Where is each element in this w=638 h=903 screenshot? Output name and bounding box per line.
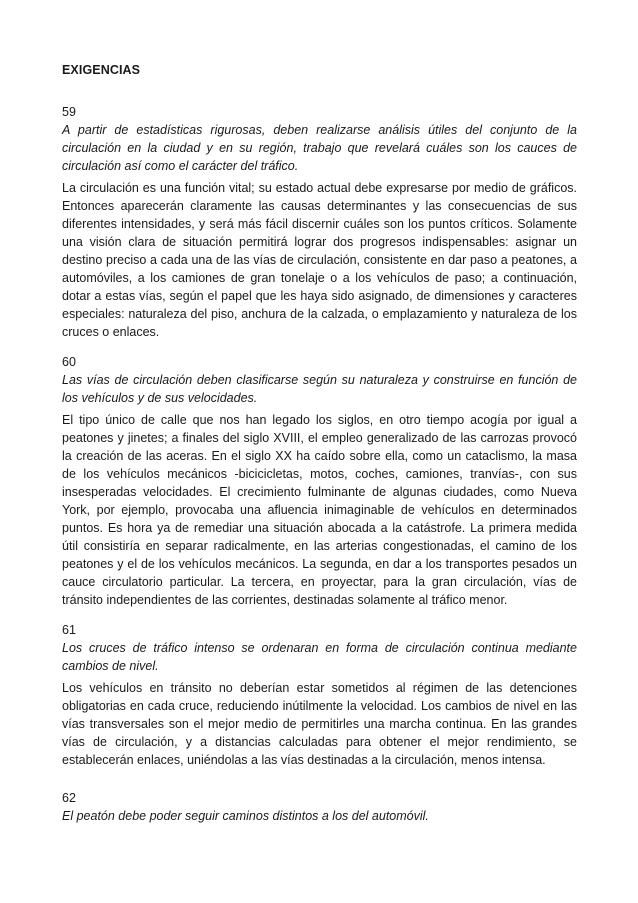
section-body: Los vehículos en tránsito no deberían estar sometidos al régimen de las detenciones obligatorias en cada cruce, reduciendo inútilmente la velocidad. Los cambios de nivel en las vías transversales son el mejor medio de permitirles una marcha continua. En las grandes vías de circulación, y a distancias calculadas para obtener el mejor rendimiento, se establecerán enlaces, uniéndolas a las vías destinadas a la circulación, menos intensa. — [62, 681, 577, 767]
page-heading: EXIGENCIAS — [62, 63, 141, 77]
section-number: 61 — [62, 623, 76, 637]
section-body: La circulación es una función vital; su estado actual debe expresarse por medio de gráficos. Entonces aparecerán claramente las causas determinantes y las consecuencias de sus diferentes intensidades, y será más fácil discernir cuáles son los puntos críticos. Solamente una visión clara de situación permitirá lograr dos progresos indispensables: asignar un destino preciso a cada una de las vías de circulación, consistente en dar paso a peatones, a automóviles, a los camiones de gran tonelaje o a los vehículos de paso; a continuación, dotar a estas vías, según el papel que les haya sido asignado, de dimensiones y caracteres especiales: naturaleza del piso, anchura de la calzada, o emplazamiento y naturaleza de los cruces o enlaces. — [62, 181, 577, 339]
section-lead: El peatón debe poder seguir caminos distintos a los del automóvil. — [62, 809, 429, 823]
section-number: 60 — [62, 355, 76, 369]
section-number: 59 — [62, 105, 76, 119]
section-lead: A partir de estadísticas rigurosas, deben realizarse análisis útiles del conjunto de la circulación en la ciudad y en su región, trabajo que revelará cuáles son los cauces de circulación así como el carácter del tráfico. — [62, 123, 577, 173]
section-lead: Los cruces de tráfico intenso se ordenaran en forma de circulación continua mediante cambios de nivel. — [62, 641, 577, 673]
section-59 — [62, 103, 577, 341]
section-62 — [62, 789, 577, 829]
section-number: 62 — [62, 791, 76, 805]
section-60 — [62, 353, 577, 609]
section-61 — [62, 621, 577, 769]
section-lead: Las vías de circulación deben clasificarse según su naturaleza y construirse en función de los vehículos y de sus velocidades. — [62, 373, 577, 405]
section-body: El tipo único de calle que nos han legado los siglos, en otro tiempo acogía por igual a peatones y jinetes; a finales del siglo XVIII, el empleo generalizado de las carrozas provocó la creación de las aceras. En el siglo XX ha caído sobre ella, como un cataclismo, la masa de los vehículos mecánicos -bicicicletas, motos, coches, camiones, tranvías-, con sus insesperadas velocidades. El crecimiento fulminante de algunas ciudades, como Nueva York, por ejemplo, provocaba una afluencia inimaginable de vehículos en determinados puntos. Es hora ya de remediar una situación abocada a la catástrofe. La primera medida útil consistiría en separar radicalmente, en las arterias congestionadas, el camino de los peatones y el de los vehículos mecánicos. La segunda, en dar a los transportes pesados un cauce circulatorio particular. La tercera, en proyectar, para la gran circulación, vías de tránsito independientes de las corrientes, destinadas solamente al tráfico menor. — [62, 413, 577, 607]
